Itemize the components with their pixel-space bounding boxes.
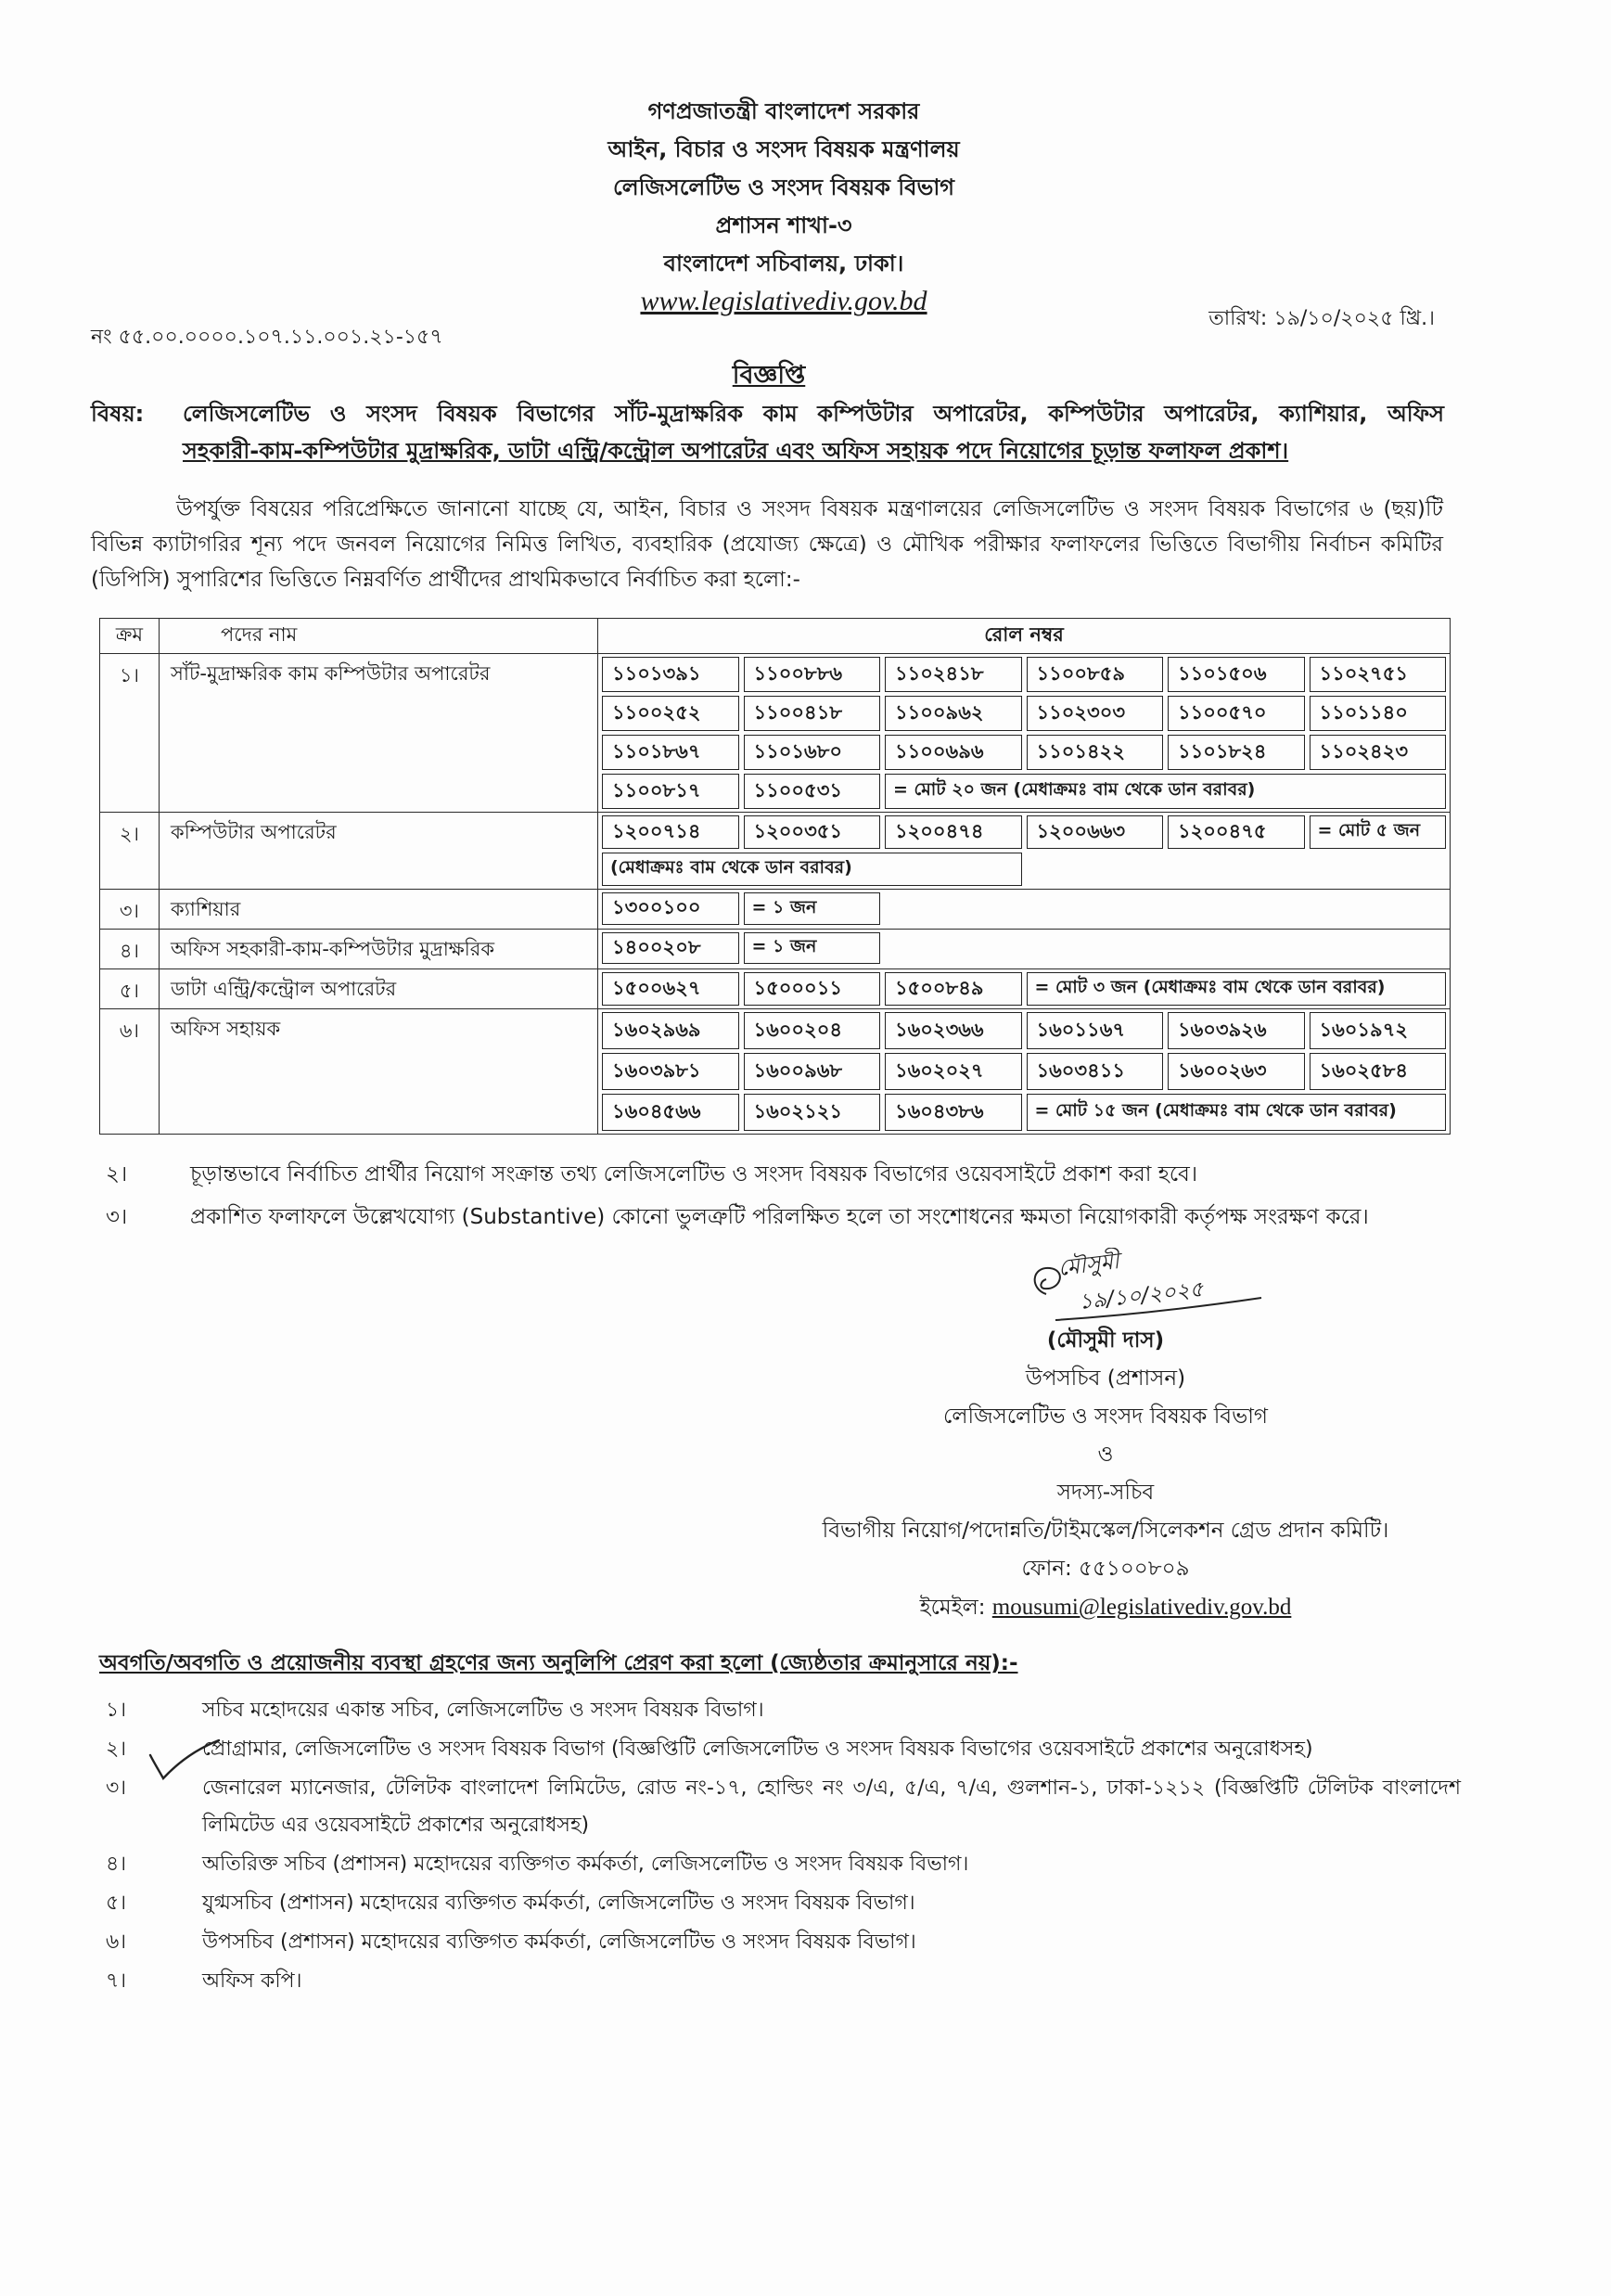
post-name-cell: অফিস সহায়ক [160,1009,598,1135]
roll-number: ১১০০৬৯৬ [885,735,1022,770]
signatory-committee: বিভাগীয় নিয়োগ/পদোন্নতি/টাইমস্কেল/সিলেকশন গ্রেড প্রদান কমিটি। [822,1519,1389,1543]
copy-recipient-item [99,1885,1461,1922]
roll-number: ১১০১৫০৬ [1168,657,1305,692]
roll-number: ১৩০০১০০ [602,892,739,925]
copy-recipient-item [99,1846,1461,1883]
intro-paragraph: উপর্যুক্ত বিষয়ের পরিপ্রেক্ষিতে জানানো যাচ্ছে যে, আইন, বিচার ও সংসদ বিষয়ক মন্ত্রণালয়ের লেজিসলেটিভ ও সংসদ বিষয়ক বিভাগের ৬ (ছয়)টি বিভিন্ন ক্যাটাগরির শূন্য পদে জনবল নিয়োগের নিমিত্ত লিখিত, ব্যবহারিক (প্রযোজ্য ক্ষেত্রে) ও মৌখিক পরীক্ষার ফলাফলের ভিত্তিতে বিভাগীয় নির্বাচন কমিটির (ডিপিসি) সুপারিশের ভিত্তিতে নিম্নবর্ণিত প্রার্থীদের প্রাথমিকভাবে নির্বাচিত করা হলো:- [91,497,1444,592]
result-row [100,813,1451,890]
roll-number: ১২০০৪৭৫ [1168,815,1305,849]
subject-line-1: লেজিসলেটিভ ও সংসদ বিষয়ক বিভাগের সাঁট-মুদ্রাক্ষরিক কাম কম্পিউটার অপারেটর, কম্পিউটার অপারেটর, ক্যাশিয়ার, অফিস [183,401,1444,427]
copy-item-text: অফিস কপি। [202,1969,302,1993]
roll-number: ১১০২৭৫১ [1310,657,1447,692]
copy-item-text: উপসচিব (প্রশাসন) মহোদয়ের ব্যক্তিগত কর্মকর্তা, লেজিসলেটিভ ও সংসদ বিষয়ক বিভাগ। [202,1930,916,1954]
roll-number: ১১০০৪১৮ [744,696,881,731]
copy-recipient-item [99,1731,1461,1768]
roll-number: ১৬০২৫৮৪ [1310,1053,1447,1090]
roll-number: ১৬০০২০৪ [744,1012,881,1049]
header-roll-number: রোল নম্বর [598,619,1451,654]
results-table-body [100,619,1451,1135]
roll-number: ১২০০৬৬৩ [1027,815,1164,849]
roll-number-grid [602,892,1446,925]
result-row [100,1009,1451,1135]
office-address: বাংলাদেশ সচিবালয়, ঢাকা। [663,250,904,276]
copy-recipient-item [99,1692,1461,1729]
subject-line-2: সহকারী-কাম-কম্পিউটার মুদ্রাক্ষরিক, ডাটা এন্ট্রি/কন্ট্রোল অপারেটর এবং অফিস সহায়ক পদে নিয়োগের চূড়ান্ত ফলাফল প্রকাশ। [183,438,1289,464]
roll-number: ১১০১৬৮০ [744,735,881,770]
roll-number: ১৬০২৩৬৬ [885,1012,1022,1049]
handwritten-checkmark-icon [145,1735,224,1786]
row-total-note: (মেধাক্রমঃ বাম থেকে ডান বরাবর) [602,853,1022,886]
roll-numbers-cell [598,813,1451,890]
memo-date: তারিখ: ১৯/১০/২০২৫ খ্রি.। [1208,307,1435,330]
roll-number: ১৬০৪৩৮৬ [885,1094,1022,1131]
roll-number: ১১০১৮৬৭ [602,735,739,770]
signature-handwritten-date: ১৯/১০/২০২৫ [1077,1276,1205,1315]
subject-label: বিষয়: [91,401,145,427]
letterhead [501,93,1067,320]
roll-number: ১৬০২৯৬৯ [602,1012,739,1049]
roll-numbers-cell [598,1009,1451,1135]
subject-text [183,395,1444,469]
note-text: প্রকাশিত ফলাফলে উল্লেখযোগ্য (Substantive) কোনো ভুলত্রুটি পরিলক্ষিত হলে তা সংশোধনের ক্ষমতা নিয়োগকারী কর্তৃপক্ষ সংরক্ষণ করে। [190,1205,1369,1229]
signature-handwritten-name: মৌসুমী [1056,1248,1121,1281]
roll-number-grid [602,972,1446,1006]
roll-number-grid [602,815,1446,886]
signatory-conjunction: ও [1097,1443,1114,1467]
roll-number: ১১০০২৫২ [602,696,739,731]
roll-number: ১১০১৪২২ [1027,735,1164,770]
note-number: ৩। [106,1205,128,1229]
roll-number-grid [602,932,1446,964]
serial-cell: ৪। [100,930,160,969]
email-address: mousumi@legislativediv.gov.bd [991,1595,1292,1620]
roll-number: ১১০০৫৩১ [744,774,881,809]
roll-number: ১১০০৮১৭ [602,774,739,809]
memo-number: নং ৫৫.০০.০০০০.১০৭.১১.০০১.২১-১৫৭ [91,326,443,349]
roll-number: ১১০১৮২৪ [1168,735,1305,770]
copy-recipient-item [99,1963,1461,2000]
result-row [100,969,1451,1009]
copy-item-text: অতিরিক্ত সচিব (প্রশাসন) মহোদয়ের ব্যক্তিগত কর্মকর্তা, লেজিসলেটিভ ও সংসদ বিষয়ক বিভাগ। [202,1853,969,1876]
notice-title: বিজ্ঞপ্তি [732,361,806,390]
copy-item-number: ৩। [106,1777,127,1800]
roll-number: ১৪০০২০৮ [602,932,739,964]
row-total-note: = ১ জন [744,932,881,964]
copy-recipient-item [99,1770,1461,1844]
copy-item-number: ৫। [106,1892,127,1915]
roll-number: ১৫০০৬২৭ [602,972,739,1006]
serial-cell: ৫। [100,969,160,1009]
note-item [99,1153,1446,1196]
copy-item-number: ৭। [106,1969,127,1993]
post-name-cell: অফিস সহকারী-কাম-কম্পিউটার মুদ্রাক্ষরিক [160,930,598,969]
header-post-name: পদের নাম [160,619,598,654]
serial-cell: ১। [100,654,160,813]
roll-number: ১৫০০৮৪৯ [885,972,1022,1006]
post-name-cell: ক্যাশিয়ার [160,890,598,930]
roll-number: ১৬০৩৯৮১ [602,1053,739,1090]
copy-recipient-item [99,1924,1461,1961]
results-header-row [100,619,1451,654]
roll-number-grid [602,657,1446,809]
row-total-note: = মোট ৩ জন (মেধাক্রমঃ বাম থেকে ডান বরাবর) [1027,972,1447,1006]
copies-list [99,1692,1461,2002]
division-name: লেজিসলেটিভ ও সংসদ বিষয়ক বিভাগ [612,174,955,200]
signatory-phone: ফোন: ৫৫১০০৮০৯ [1021,1557,1190,1581]
results-table [99,618,1451,1135]
signature-block [767,1322,1444,1627]
roll-numbers-cell [598,969,1451,1009]
roll-number: ১১০০৮৫৯ [1027,657,1164,692]
roll-number: ১৬০১১৬৭ [1027,1012,1164,1049]
handwritten-signature [1018,1248,1287,1331]
website-url: www.legislativediv.gov.bd [640,286,927,316]
serial-cell: ৩। [100,890,160,930]
notes-list [99,1153,1446,1238]
roll-number: ১৬০২০২৭ [885,1053,1022,1090]
roll-number: ১১০০৯৬২ [885,696,1022,731]
copy-item-number: ৬। [106,1930,127,1954]
roll-number: ১১০২৪১৮ [885,657,1022,692]
roll-number: ১৬০৪৫৬৬ [602,1094,739,1131]
roll-numbers-cell [598,654,1451,813]
result-row [100,890,1451,930]
signatory-designation: উপসচিব (প্রশাসন) [1025,1366,1186,1391]
signatory-name: (মৌসুমী দাস) [1046,1328,1165,1353]
copy-item-text: সচিব মহোদয়ের একান্ত সচিব, লেজিসলেটিভ ও সংসদ বিষয়ক বিভাগ। [202,1699,764,1722]
serial-cell: ২। [100,813,160,890]
post-name-cell: কম্পিউটার অপারেটর [160,813,598,890]
roll-number-grid [602,1012,1446,1131]
post-name-cell: ডাটা এন্ট্রি/কন্ট্রোল অপারেটর [160,969,598,1009]
roll-numbers-cell [598,930,1451,969]
roll-number: ১২০০৪৭৪ [885,815,1022,849]
copies-heading: অবগতি/অবগতি ও প্রয়োজনীয় ব্যবস্থা গ্রহণের জন্য অনুলিপি প্রেরণ করা হলো (জ্যেষ্ঠতার ক্রমানুসারে নয়):- [99,1651,1018,1675]
copy-item-text: প্রোগ্রামার, লেজিসলেটিভ ও সংসদ বিষয়ক বিভাগ (বিজ্ঞপ্তিটি লেজিসলেটিভ ও সংসদ বিষয়ক বিভাগের ওয়েবসাইটে প্রকাশের অনুরোধসহ) [202,1738,1313,1761]
email-label: ইমেইল: [919,1596,992,1620]
roll-number: ১১০০৮৮৬ [744,657,881,692]
roll-number: ১১০১৩৯১ [602,657,739,692]
row-total-note: = মোট ৫ জন [1310,815,1447,849]
result-row [100,654,1451,813]
roll-number: ১১০২৩০৩ [1027,696,1164,731]
signature-loop-stroke [1035,1268,1060,1294]
copy-item-text: জেনারেল ম্যানেজার, টেলিটক বাংলাদেশ লিমিটেড, রোড নং-১৭, হোল্ডিং নং ৩/এ, ৫/এ, ৭/এ, গুলশান-১, ঢাকা-১২১২ (বিজ্ঞপ্তিটি টেলিটক বাংলাদেশ লিমিটেড এর ওয়েবসাইটে প্রকাশের অনুরোধসহ) [202,1777,1461,1837]
roll-number: ১২০০৩৫১ [744,815,881,849]
roll-number: ১১০১১৪০ [1310,696,1447,731]
roll-number: ১৬০২১২১ [744,1094,881,1131]
roll-number: ১৬০৩৯২৬ [1168,1012,1305,1049]
row-total-note: = ১ জন [744,892,881,925]
result-row [100,930,1451,969]
roll-numbers-cell [598,890,1451,930]
branch-name: প্রশাসন শাখা-৩ [715,212,852,238]
signatory-division: লেজিসলেটিভ ও সংসদ বিষয়ক বিভাগ [943,1405,1268,1429]
note-item [99,1196,1446,1238]
copy-item-text: যুগ্মসচিব (প্রশাসন) মহোদয়ের ব্যক্তিগত কর্মকর্তা, লেজিসলেটিভ ও সংসদ বিষয়ক বিভাগ। [202,1892,915,1915]
copy-item-number: ৪। [106,1853,127,1876]
serial-cell: ৬। [100,1009,160,1135]
roll-number: ১১০২৪২৩ [1310,735,1447,770]
roll-number: ১৬০৩৪১১ [1027,1053,1164,1090]
ministry-name: আইন, বিচার ও সংসদ বিষয়ক মন্ত্রণালয় [607,136,960,162]
post-name-cell: সাঁট-মুদ্রাক্ষরিক কাম কম্পিউটার অপারেটর [160,654,598,813]
signatory-role: সদস্য-সচিব [1056,1481,1155,1505]
roll-number: ১৬০০৯৬৮ [744,1053,881,1090]
row-total-note: = মোট ২০ জন (মেধাক্রমঃ বাম থেকে ডান বরাবর) [885,774,1446,809]
roll-number: ১৬০০২৬৩ [1168,1053,1305,1090]
roll-number: ১৬০১৯৭২ [1310,1012,1447,1049]
roll-number: ১২০০৭১৪ [602,815,739,849]
note-number: ২। [106,1162,128,1186]
copy-item-number: ২। [106,1738,127,1761]
note-text: চূড়ান্তভাবে নির্বাচিত প্রার্থীর নিয়োগ সংক্রান্ত তথ্য লেজিসলেটিভ ও সংসদ বিষয়ক বিভাগের ওয়েবসাইটে প্রকাশ করা হবে। [190,1162,1198,1186]
copy-item-number: ১। [106,1699,127,1722]
government-name: গণপ্রজাতন্ত্রী বাংলাদেশ সরকার [647,98,920,124]
roll-number: ১১০০৫৭০ [1168,696,1305,731]
roll-number: ১৫০০০১১ [744,972,881,1006]
row-total-note: = মোট ১৫ জন (মেধাক্রমঃ বাম থেকে ডান বরাবর) [1027,1094,1447,1131]
signatory-email-line [767,1588,1444,1627]
header-serial: ক্রম [100,619,160,654]
